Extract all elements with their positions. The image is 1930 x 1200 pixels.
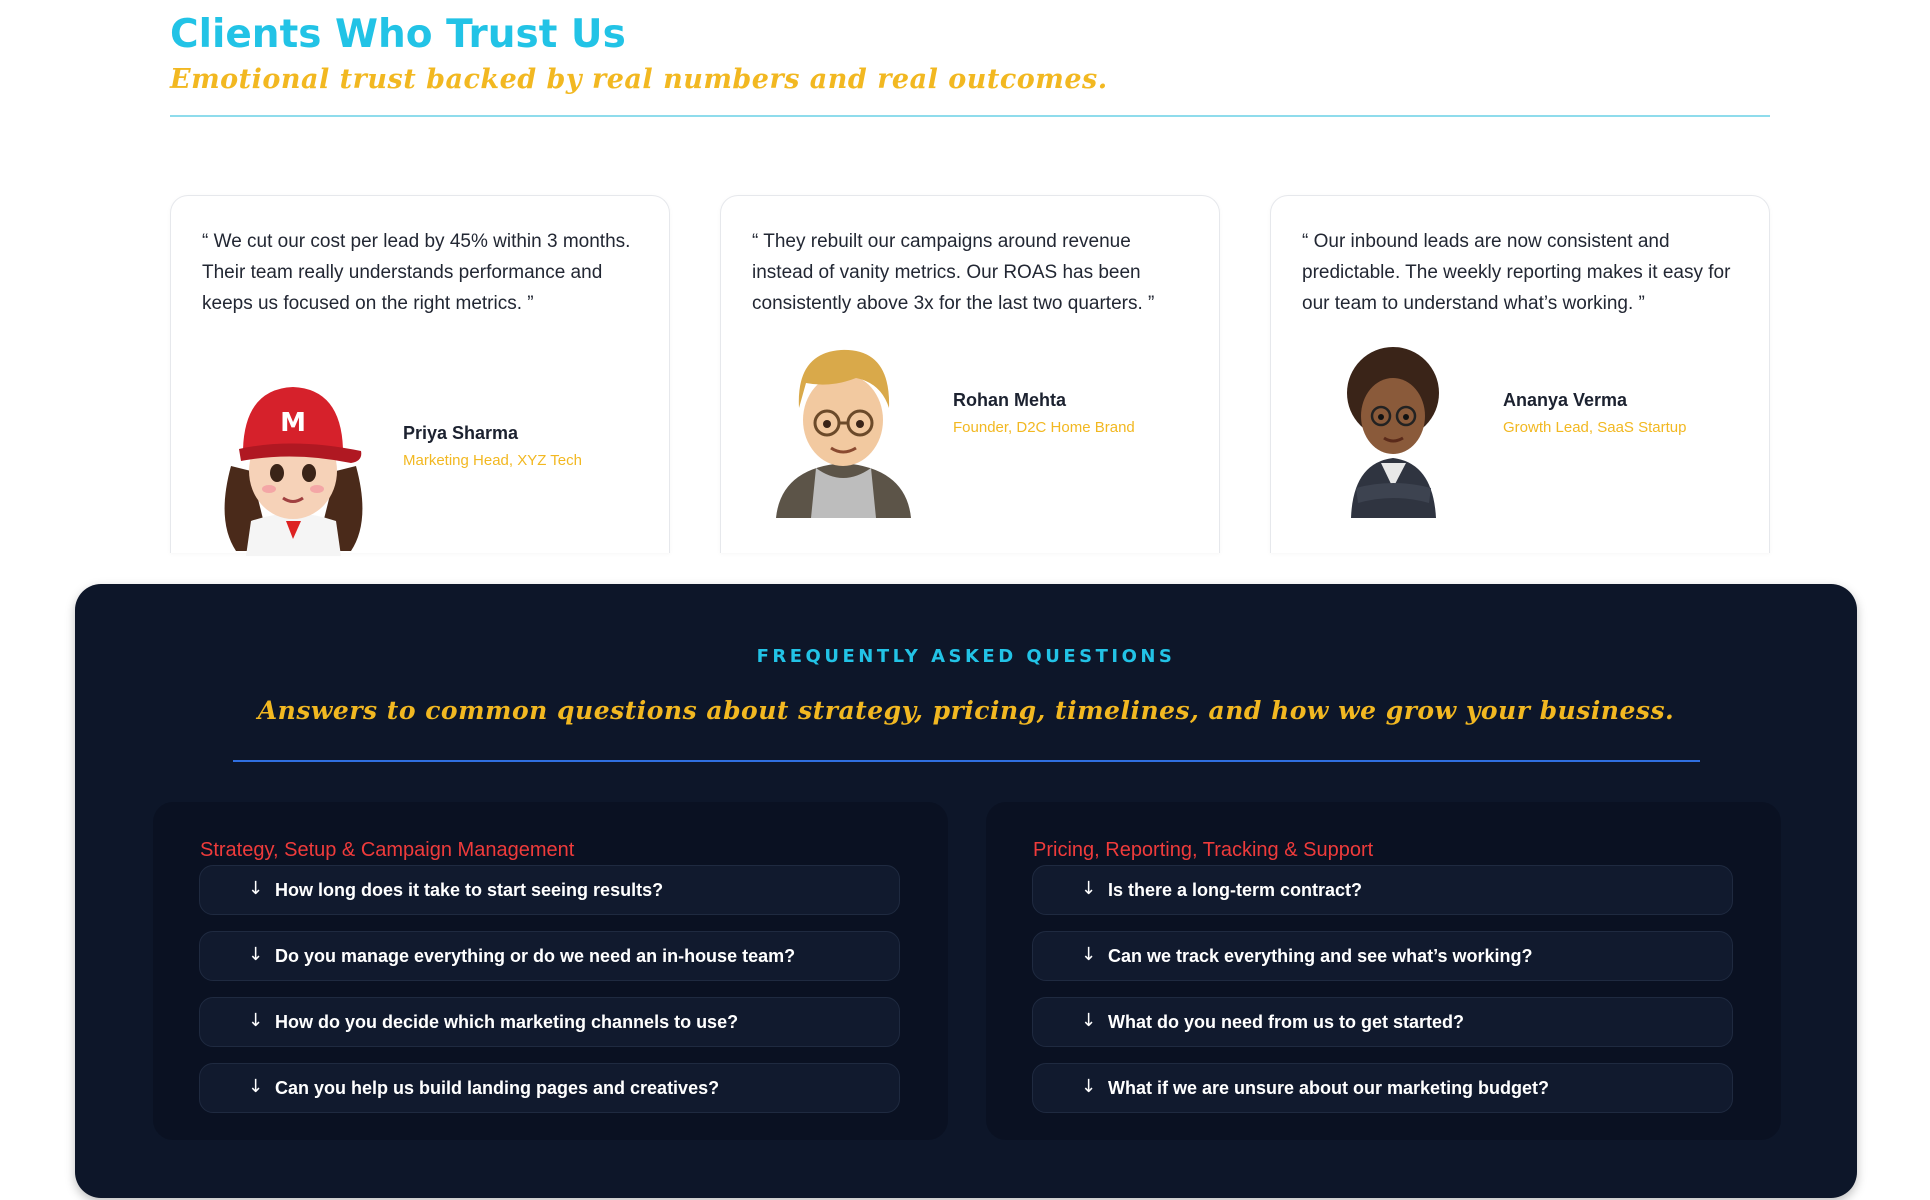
faq-kicker: FREQUENTLY ASKED QUESTIONS [756, 646, 1176, 667]
arrow-down-icon: ↓ [1081, 1076, 1097, 1097]
testimonial-card [720, 195, 1220, 553]
testimonial-name: Priya Sharma [403, 423, 519, 443]
faq-column-strategy [153, 802, 948, 1140]
testimonial-cards [170, 195, 1770, 553]
faq-question[interactable] [1032, 931, 1733, 981]
faq-subtitle: Answers to common questions about strategy, pricing, timelines, and how we grow your business. [257, 696, 1675, 725]
woman-business-avatar-icon [1311, 338, 1476, 523]
faq-question-text: Do you manage everything or do we need an in-house team? [275, 946, 796, 966]
arrow-down-icon: ↓ [1081, 1010, 1097, 1031]
clients-title: Clients Who Trust Us [170, 12, 626, 57]
faq-section [75, 584, 1857, 1198]
testimonial-role: Founder, D2C Home Brand [953, 419, 1135, 436]
faq-question-text: How do you decide which marketing channels to use? [275, 1012, 739, 1032]
faq-column-pricing [986, 802, 1781, 1140]
arrow-down-icon: ↓ [248, 1010, 264, 1031]
clients-subtitle: Emotional trust backed by real numbers and real outcomes. [170, 64, 1108, 95]
woman-red-cap-avatar-icon [211, 371, 376, 556]
faq-question-text: Is there a long-term contract? [1108, 880, 1363, 900]
faq-question[interactable] [199, 1063, 900, 1113]
testimonial-person [211, 371, 641, 531]
man-glasses-avatar-icon [761, 338, 926, 523]
faq-column-title: Pricing, Reporting, Tracking & Support [1033, 839, 1374, 861]
faq-question-text: Can we track everything and see what’s working? [1108, 946, 1533, 966]
faq-column-title: Strategy, Setup & Campaign Management [200, 839, 575, 861]
testimonial-role: Marketing Head, XYZ Tech [403, 452, 582, 469]
testimonial-card [1270, 195, 1770, 553]
testimonial-quote: “ Our inbound leads are now consistent and predictable. The weekly reporting makes it easy for our team to understand what’s working. ” [1302, 231, 1731, 314]
arrow-down-icon: ↓ [1081, 944, 1097, 965]
arrow-down-icon: ↓ [1081, 878, 1097, 899]
divider [170, 115, 1770, 117]
faq-question[interactable] [1032, 865, 1733, 915]
testimonial-quote: “ We cut our cost per lead by 45% within 3 months. Their team really understands performance and keeps us focused on the right metrics. ” [202, 231, 631, 314]
testimonial-quote: “ They rebuilt our campaigns around revenue instead of vanity metrics. Our ROAS has been consistently above 3x for the last two quarters. ” [752, 231, 1155, 314]
testimonial-card [170, 195, 670, 553]
faq-question[interactable] [1032, 997, 1733, 1047]
faq-question[interactable] [199, 931, 900, 981]
arrow-down-icon: ↓ [248, 944, 264, 965]
faq-question-text: How long does it take to start seeing results? [275, 880, 664, 900]
faq-question[interactable] [1032, 1063, 1733, 1113]
divider [233, 760, 1700, 762]
faq-question-text: What if we are unsure about our marketing budget? [1108, 1078, 1550, 1098]
testimonial-role: Growth Lead, SaaS Startup [1503, 419, 1687, 436]
arrow-down-icon: ↓ [248, 878, 264, 899]
arrow-down-icon: ↓ [248, 1076, 264, 1097]
faq-question[interactable] [199, 865, 900, 915]
svg-text:M: M [280, 408, 306, 438]
faq-question[interactable] [199, 997, 900, 1047]
testimonial-name: Ananya Verma [1503, 390, 1628, 410]
faq-question-text: What do you need from us to get started? [1108, 1012, 1465, 1032]
faq-question-text: Can you help us build landing pages and creatives? [275, 1078, 720, 1098]
testimonial-person [761, 338, 1191, 498]
testimonial-person [1311, 338, 1741, 498]
testimonial-name: Rohan Mehta [953, 390, 1067, 410]
